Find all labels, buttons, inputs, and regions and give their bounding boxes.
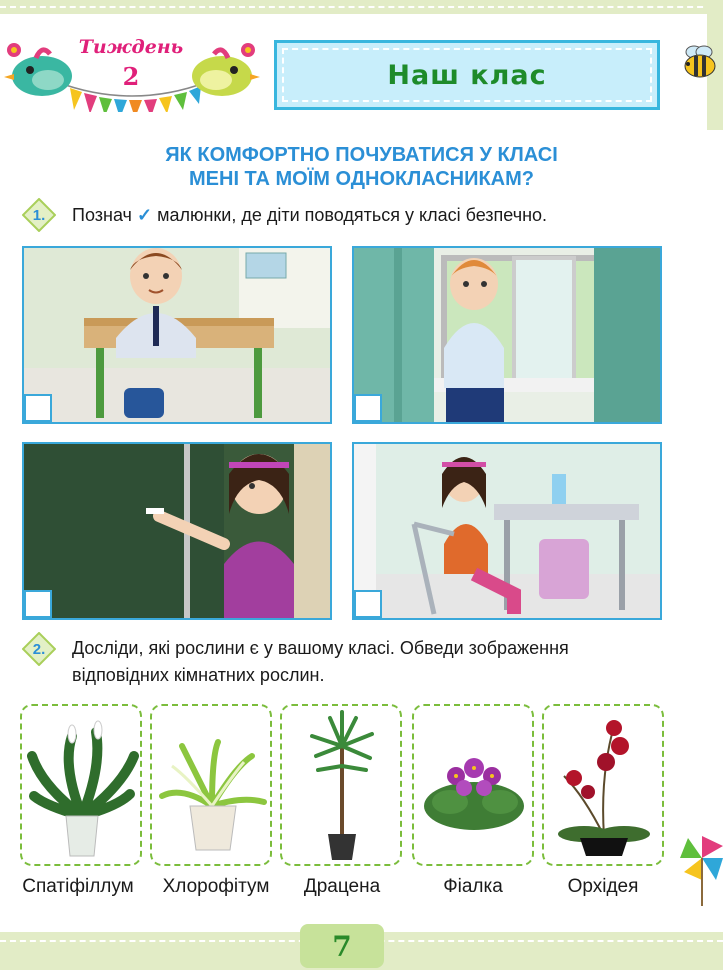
week-badge — [2, 14, 260, 112]
bee-icon — [680, 42, 720, 82]
plant-label-violet: Фіалка — [443, 876, 503, 897]
task1-text-before: Познач — [72, 205, 132, 225]
task1-text-after: малюнки, де діти поводяться у класі безпечно. — [157, 205, 548, 225]
plant-label-spathiphyllum: Спатіфіллум — [22, 876, 134, 897]
plant-label-dracaena: Драцена — [303, 876, 381, 897]
page-title: Наш клас — [387, 59, 547, 91]
task2-line2: відповідних кімнатних рослин. — [72, 665, 325, 685]
scene-girl-at-chalkboard — [22, 442, 332, 620]
plant-label-chlorophytum: Хлорофітум — [162, 876, 270, 897]
boy-at-desk-illustration — [24, 248, 332, 424]
task2-number-badge — [22, 632, 56, 666]
task2-number: 2. — [32, 640, 46, 658]
task2-line1: Досліди, які рослини є у вашому класі. Обведи зображення — [72, 638, 569, 658]
boy-on-windowsill-illustration — [354, 248, 662, 424]
girl-tipping-chair-illustration — [354, 444, 662, 620]
task1-number-badge — [22, 198, 56, 232]
checkbox[interactable] — [354, 590, 382, 618]
task1-number: 1. — [32, 206, 46, 224]
page-title-box — [274, 40, 660, 110]
scene-boy-at-desk — [22, 246, 332, 424]
scene-boy-on-windowsill — [352, 246, 662, 424]
section-heading-line1: ЯК КОМФОРТНО ПОЧУВАТИСЯ У КЛАСІ — [165, 144, 558, 166]
plant-card-spathiphyllum[interactable] — [20, 704, 142, 866]
plant-card-chlorophytum[interactable] — [150, 704, 272, 866]
page-border-top — [0, 0, 723, 14]
checkbox[interactable] — [354, 394, 382, 422]
checkbox[interactable] — [24, 590, 52, 618]
plant-card-orchid[interactable] — [542, 704, 664, 866]
page-number: 7 — [300, 924, 384, 968]
task1-instruction — [72, 202, 547, 229]
checkbox[interactable] — [24, 394, 52, 422]
plant-label-orchid: Орхідея — [567, 876, 639, 897]
girl-at-chalkboard-illustration — [24, 444, 332, 620]
dracaena-image — [282, 706, 404, 868]
week-label: Тиждень — [78, 36, 184, 58]
spathiphyllum-image — [22, 706, 144, 868]
plant-card-dracaena[interactable] — [280, 704, 402, 866]
plant-card-violet[interactable] — [412, 704, 534, 866]
section-heading-line2: МЕНІ ТА МОЇМ ОДНОКЛАСНИКАМ? — [189, 168, 534, 190]
chlorophytum-image — [152, 706, 274, 868]
pinwheel-icon — [680, 836, 723, 906]
week-number: 2 — [122, 62, 140, 91]
scene-girl-tipping-chair — [352, 442, 662, 620]
orchid-image — [544, 706, 666, 868]
violet-image — [414, 706, 536, 868]
checkmark-icon: ✓ — [136, 205, 153, 225]
